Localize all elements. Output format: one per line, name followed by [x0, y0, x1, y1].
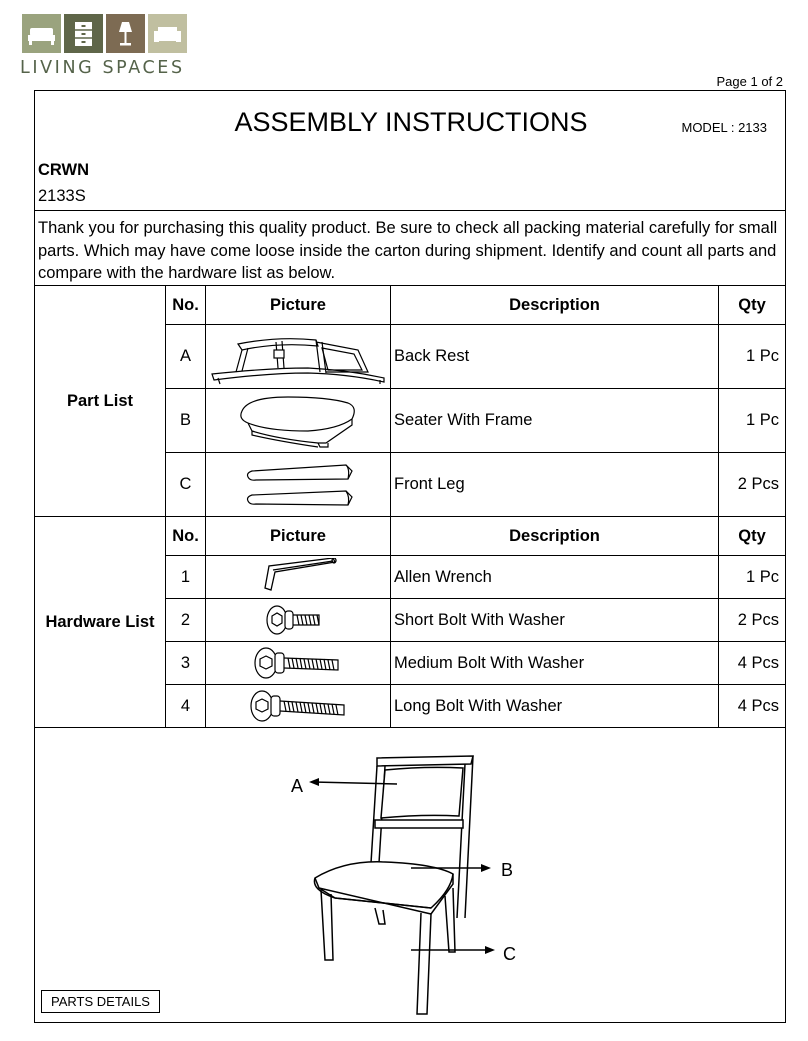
brand-name: LIVING SPACES: [20, 58, 185, 78]
hardware-picture: [206, 556, 391, 599]
diagram-label-c: C: [503, 944, 516, 964]
hardware-no: 4: [166, 685, 206, 728]
brand-logo: [20, 14, 192, 80]
hardware-picture: [206, 642, 391, 685]
seat-icon: [228, 391, 368, 451]
hardware-description: Long Bolt With Washer: [391, 685, 719, 728]
header-description: Description: [391, 517, 719, 556]
hardware-list-label: Hardware List: [35, 517, 166, 728]
header-no: No.: [166, 517, 206, 556]
model-number: MODEL : 2133: [681, 120, 767, 135]
part-picture: [206, 325, 391, 389]
part-no: C: [166, 453, 206, 517]
table-header-row: [35, 286, 786, 325]
front-leg-icon: [238, 459, 358, 511]
part-description: Front Leg: [391, 453, 719, 517]
dresser-icon: [64, 14, 103, 53]
hardware-no: 2: [166, 599, 206, 642]
assembly-diagram: [35, 728, 785, 1023]
header-qty: Qty: [719, 517, 786, 556]
product-sku: 2133S: [38, 187, 86, 205]
part-list-label: Part List: [35, 286, 166, 517]
header-description: Description: [391, 286, 719, 325]
hardware-description: Short Bolt With Washer: [391, 599, 719, 642]
hardware-no: 1: [166, 556, 206, 599]
parts-details-label: PARTS DETAILS: [41, 990, 160, 1013]
hardware-description: Medium Bolt With Washer: [391, 642, 719, 685]
hardware-picture: [206, 599, 391, 642]
hardware-no: 3: [166, 642, 206, 685]
hardware-qty: 4 Pcs: [719, 642, 786, 685]
part-qty: 2 Pcs: [719, 453, 786, 517]
chair-diagram: [35, 728, 785, 1023]
hardware-description: Allen Wrench: [391, 556, 719, 599]
divider: [35, 210, 785, 211]
header-qty: Qty: [719, 286, 786, 325]
header-picture: Picture: [206, 517, 391, 556]
part-no: A: [166, 325, 206, 389]
medium-bolt-icon: [250, 644, 346, 682]
instruction-sheet: [34, 90, 786, 1023]
back-rest-icon: [208, 328, 388, 386]
part-description: Seater With Frame: [391, 389, 719, 453]
diagram-label-a: A: [291, 776, 304, 796]
header-picture: Picture: [206, 286, 391, 325]
parts-table: [34, 285, 786, 728]
part-description: Back Rest: [391, 325, 719, 389]
part-qty: 1 Pc: [719, 389, 786, 453]
intro-text: Thank you for purchasing this quality product. Be sure to check all packing material carefully for small parts. Which may have come loose inside the carton during shipment. Identify and count all parts and compare with the hardware list as below.: [38, 219, 778, 282]
diagram-label-b: B: [501, 860, 514, 880]
hardware-qty: 4 Pcs: [719, 685, 786, 728]
lamp-icon: [106, 14, 145, 53]
page-title: ASSEMBLY INSTRUCTIONS: [234, 107, 588, 137]
part-picture: [206, 453, 391, 517]
part-qty: 1 Pc: [719, 325, 786, 389]
part-no: B: [166, 389, 206, 453]
sofa-icon: [148, 14, 187, 53]
allen-wrench-icon: [253, 558, 343, 596]
bed-icon: [22, 14, 61, 53]
short-bolt-icon: [263, 601, 333, 639]
product-name: CRWN: [38, 161, 90, 179]
table-header-row: [35, 517, 786, 556]
hardware-qty: 2 Pcs: [719, 599, 786, 642]
page-number: Page 1 of 2: [716, 74, 783, 89]
part-picture: [206, 389, 391, 453]
long-bolt-icon: [246, 687, 350, 725]
header-no: No.: [166, 286, 206, 325]
hardware-qty: 1 Pc: [719, 556, 786, 599]
hardware-picture: [206, 685, 391, 728]
